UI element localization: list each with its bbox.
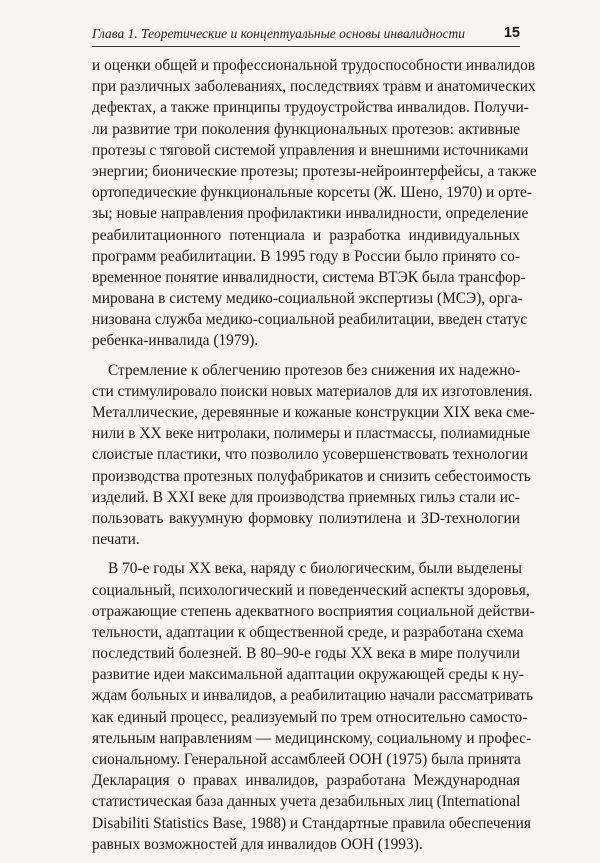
page-number: 15 [503, 25, 520, 41]
header-rule [92, 46, 520, 47]
body-text [92, 55, 537, 863]
text-line: мирована в систему медико-социальной экспертизы (МСЭ), орга- [92, 290, 523, 308]
text-line: Декларация о правах инвалидов, разработана Международная [92, 772, 520, 790]
text-line: ли развитие три поколения функциональных протезов: активные [92, 120, 520, 138]
text-line: и оценки общей и профессиональной трудоспособности инвалидов [92, 57, 536, 74]
text-line: печати. [92, 531, 140, 549]
text-line: временное понятие инвалидности, система ВТЭК была трансфор- [92, 268, 526, 286]
text-line: дефектах, а также принципы трудоустройства инвалидов. Получи- [92, 99, 529, 117]
text-line: нили в XX веке нитролаки, полимеры и пластмассы, полиамидные [92, 425, 531, 443]
paragraph [92, 360, 535, 551]
paragraph [92, 558, 535, 855]
text-line: как единый процесс, реализуемый по трем относительно самосто- [92, 708, 528, 726]
paragraph [92, 55, 537, 352]
text-line: зы; новые направления профилактики инвалидности, определение [92, 205, 529, 223]
text-line: В 70-е годы XX века, наряду с биологическим, были выделены [108, 560, 522, 578]
text-line: слоистые пластики, что позволило усовершенствовать технологии [92, 446, 528, 464]
chapter-title: Глава 1. Теоретические и концептуальные основы инвалидности [92, 26, 466, 41]
text-line: ортопедические функциональные корсеты (Ж. Шено, 1970) и орте- [92, 184, 532, 202]
text-line: статистическая база данных учета дезабильных лиц (International [92, 793, 521, 811]
text-line: Металлические, деревянные и кожаные конструкции XIX века сме- [92, 404, 535, 421]
text-line: энергии; бионические протезы; протезы-нейроинтерфейсы, а также [92, 162, 537, 180]
text-line: развитие идеи максимальной адаптации окружающей среды к ну- [92, 666, 524, 684]
text-line: последствий болезней. В 80–90-е годы XX века в мире получили [92, 645, 520, 663]
text-line: отражающие степень адекватного восприятия социальной действи- [92, 602, 535, 620]
text-line: равных возможностей для инвалидов ООН (1993). [92, 835, 423, 853]
text-line: протезы с тяговой системой управления и внешними источниками [92, 141, 529, 159]
text-line: пользовать вакуумную формовку полиэтилена и 3D-технологии [92, 509, 520, 527]
text-line: ребенка-инвалида (1979). [92, 332, 259, 350]
text-line: ятельным направлениям — медицинскому, социальному и профес- [92, 729, 532, 747]
text-line: программ реабилитации. В 1995 году в России было принято со- [92, 247, 520, 265]
text-line: изделий. В XXI веке для производства приемных гильз стали ис- [92, 488, 520, 506]
text-line: ждам больных и инвалидов, а реабилитацию начали рассматривать [92, 687, 534, 705]
running-header [92, 26, 520, 48]
text-line: сиональному. Генеральной ассамблеей ООН (1975) была принята [92, 751, 521, 768]
text-line: реабилитационного потенциала и разработка индивидуальных [92, 226, 520, 244]
text-line: при различных заболеваниях, последствиях травм и анатомических [92, 78, 536, 96]
text-line: социальный, психологический и поведенческий аспекты здоровья, [92, 581, 530, 599]
text-line: низована служба медико-социальной реабилитации, введен статус [92, 311, 528, 329]
text-line: Disabiliti Statistics Base, 1988) и Стандартные правила обеспечения [92, 814, 531, 832]
text-line: Стремление к облегчению протезов без снижения их надежно- [108, 361, 521, 379]
text-line: производства протезных полуфабрикатов и снизить себестоимость [92, 467, 531, 485]
text-line: сти стимулировало поиски новых материалов для их изготовления. [92, 382, 533, 400]
text-line: тельности, адаптации к общественной среде, и разработана схема [92, 623, 524, 641]
